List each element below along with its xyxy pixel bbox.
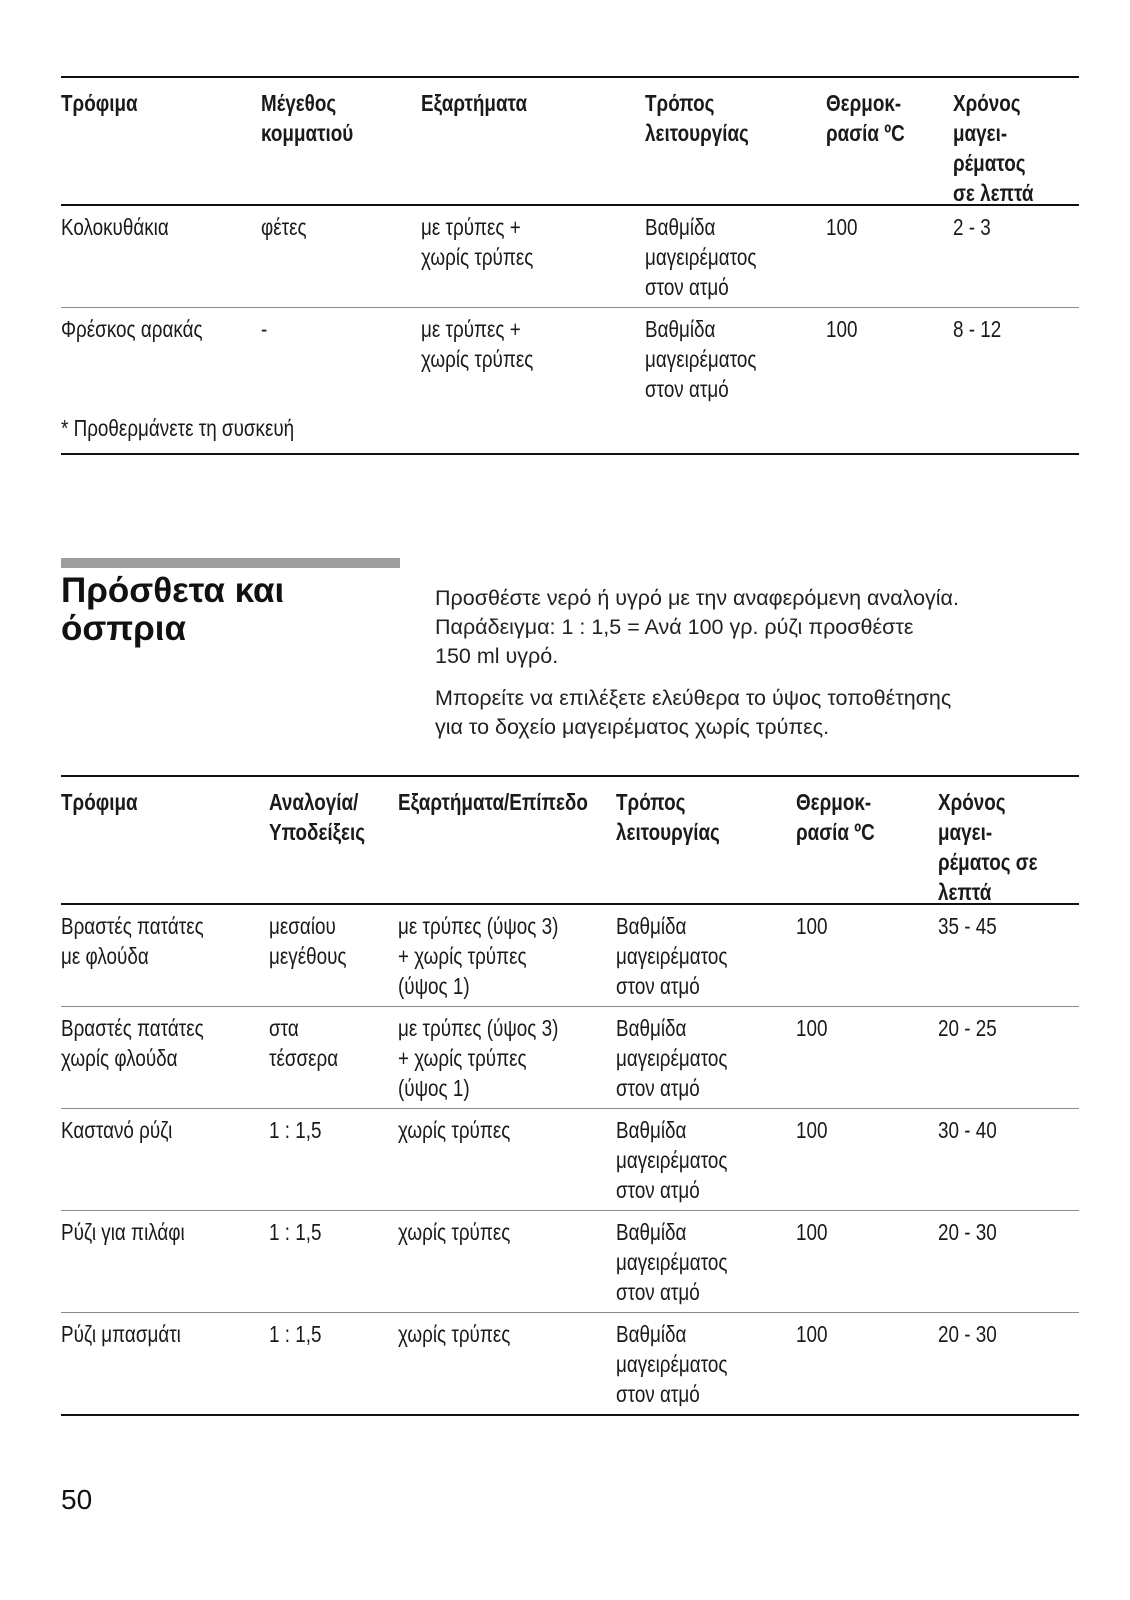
cell-mode: Βαθμίδα μαγειρέματος στον ατμό — [616, 1321, 728, 1407]
cell-mode: Βαθμίδα μαγειρέματος στον ατμό — [645, 316, 757, 402]
cell-temperature: 100 — [796, 1117, 828, 1143]
table-row — [61, 1211, 1079, 1313]
cell-accessories-level: χωρίς τρύπες — [398, 1117, 511, 1143]
cell-temperature: 100 — [796, 1219, 828, 1245]
header-piece-size: Μέγεθος κομματιού — [261, 90, 354, 146]
cell-ratio: 1 : 1,5 — [269, 1321, 322, 1347]
cell-temperature: 100 — [796, 1015, 828, 1041]
cell-temperature: 100 — [796, 1321, 828, 1347]
cell-mode: Βαθμίδα μαγειρέματος στον ατμό — [645, 214, 757, 300]
header-accessories: Εξαρτήματα — [421, 90, 528, 116]
cell-cooking-time: 20 - 30 — [938, 1321, 997, 1347]
cell-cooking-time: 30 - 40 — [938, 1117, 997, 1143]
section-accent-bar — [61, 558, 400, 568]
cell-accessories: με τρύπες + χωρίς τρύπες — [421, 214, 534, 270]
table-header — [61, 76, 1079, 206]
cell-mode: Βαθμίδα μαγειρέματος στον ατμό — [616, 913, 728, 999]
cell-accessories-level: με τρύπες (ύψος 3) + χωρίς τρύπες (ύψος 1) — [398, 913, 559, 999]
table-row — [61, 1313, 1079, 1416]
steaming-table-vegetables — [61, 76, 1079, 455]
section-title: Πρόσθετα και όσπρια — [61, 571, 285, 648]
cell-cooking-time: 8 - 12 — [953, 316, 1002, 342]
cell-food: Κολοκυθάκια — [61, 214, 169, 240]
steaming-table-side-dishes — [61, 775, 1079, 1416]
table-header — [61, 775, 1079, 905]
intro-paragraph-ratio: Προσθέστε νερό ή υγρό με την αναφερόμενη αναλογία. Παράδειγμα: 1 : 1,5 = Ανά 100 γρ. ρύζι προσθέστε 150 ml υγρό. — [435, 586, 959, 668]
header-food: Τρόφιμα — [61, 789, 138, 815]
cell-cooking-time: 20 - 25 — [938, 1015, 997, 1041]
table-row — [61, 905, 1079, 1007]
cell-ratio: 1 : 1,5 — [269, 1219, 322, 1245]
cell-accessories-level: χωρίς τρύπες — [398, 1321, 511, 1347]
header-mode: Τρόπος λειτουργίας — [645, 90, 749, 146]
cell-accessories-level: χωρίς τρύπες — [398, 1219, 511, 1245]
cell-temperature: 100 — [826, 316, 858, 342]
cell-ratio: μεσαίου μεγέθους — [269, 913, 347, 969]
header-accessories-level: Εξαρτήματα/Επίπεδο — [398, 789, 588, 815]
cell-temperature: 100 — [826, 214, 858, 240]
cell-cooking-time: 35 - 45 — [938, 913, 997, 939]
cell-food: Ρύζι μπασμάτι — [61, 1321, 181, 1347]
cell-accessories: με τρύπες + χωρίς τρύπες — [421, 316, 534, 372]
cell-piece-size: - — [261, 316, 268, 342]
cell-accessories-level: με τρύπες (ύψος 3) + χωρίς τρύπες (ύψος 1) — [398, 1015, 559, 1101]
cell-food: Βραστές πατάτες με φλούδα — [61, 913, 204, 969]
cell-mode: Βαθμίδα μαγειρέματος στον ατμό — [616, 1219, 728, 1305]
cell-food: Φρέσκος αρακάς — [61, 316, 203, 342]
header-temperature: Θερμοκ- ρασία ºC — [796, 789, 875, 845]
cell-food: Ρύζι για πιλάφι — [61, 1219, 185, 1245]
cell-food: Βραστές πατάτες χωρίς φλούδα — [61, 1015, 204, 1071]
cell-ratio: 1 : 1,5 — [269, 1117, 322, 1143]
cell-temperature: 100 — [796, 913, 828, 939]
page-number: 50 — [61, 1484, 93, 1515]
header-cooking-time: Χρόνος μαγει- ρέματος σε λεπτά — [953, 90, 1034, 206]
header-ratio: Αναλογία/ Υποδείξεις — [269, 789, 366, 845]
header-food: Τρόφιμα — [61, 90, 138, 116]
header-mode: Τρόπος λειτουργίας — [616, 789, 720, 845]
cell-mode: Βαθμίδα μαγειρέματος στον ατμό — [616, 1015, 728, 1101]
cell-mode: Βαθμίδα μαγειρέματος στον ατμό — [616, 1117, 728, 1203]
section-intro — [435, 584, 1055, 755]
table-row — [61, 308, 1079, 409]
header-cooking-time: Χρόνος μαγει- ρέματος σε λεπτά — [938, 789, 1038, 905]
table-footnote — [61, 409, 1079, 455]
header-temperature: Θερμοκ- ρασία ºC — [826, 90, 905, 146]
cell-ratio: στα τέσσερα — [269, 1015, 339, 1071]
table-row — [61, 1007, 1079, 1109]
footnote-text: * Προθερμάνετε τη συσκευή — [61, 415, 295, 441]
cell-cooking-time: 2 - 3 — [953, 214, 991, 240]
cell-cooking-time: 20 - 30 — [938, 1219, 997, 1245]
cell-piece-size: φέτες — [261, 214, 307, 240]
table-row — [61, 206, 1079, 308]
table-row — [61, 1109, 1079, 1211]
cell-food: Καστανό ρύζι — [61, 1117, 173, 1143]
intro-paragraph-height: Μπορείτε να επιλέξετε ελεύθερα το ύψος τοποθέτησης για το δοχείο μαγειρέματος χωρίς τρύπες. — [435, 686, 952, 739]
